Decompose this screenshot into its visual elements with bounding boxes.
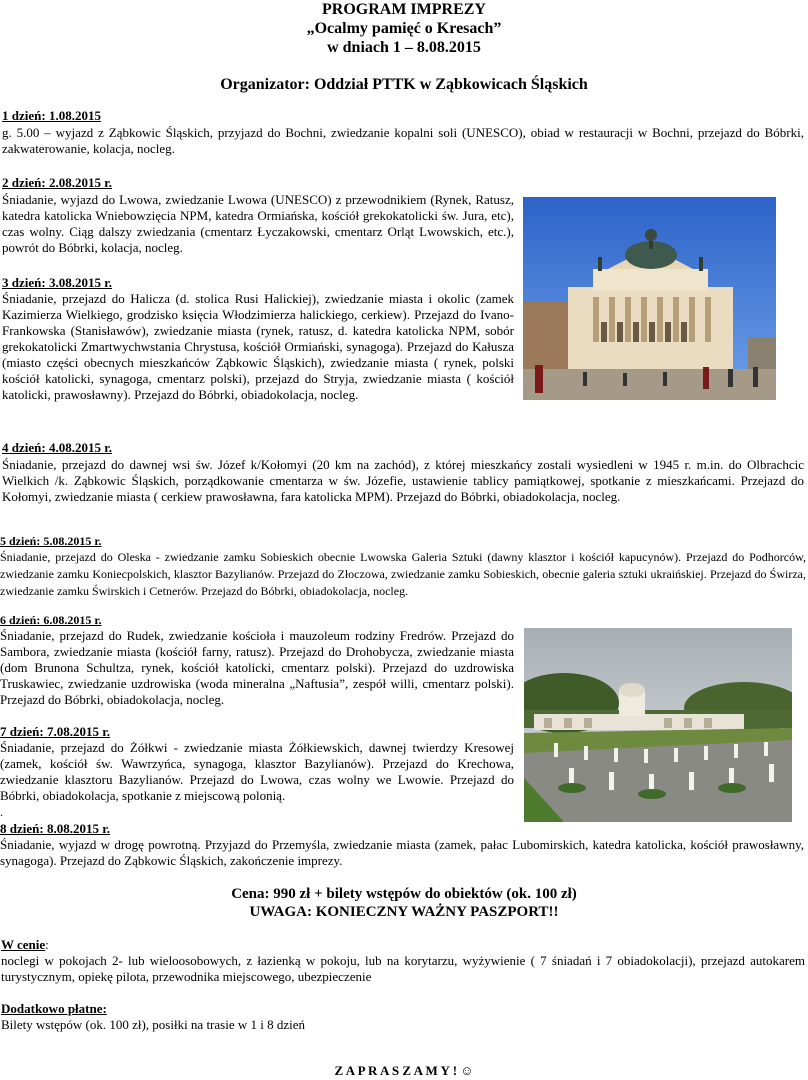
day-4-text: Śniadanie, przejazd do dawnej wsi św. Józef k/Kołomyi (20 km na zachód), z której mieszkańcy zostali wysiedleni w 1945 r. m.in. do Olbrachcic Wielkich /k. Ząbkowic Śląskich, porządkowanie cmentarza w św. Józefie, ustawienie tablicy pamiątkowej, spotkanie z mieszkańcami. Przejazd do Kołomyi, zwiedzanie miasta ( cerkiew prawosławna, fara katolicka MPM). Przejazd do Bóbrki, obiadokolacja, nocleg.: [2, 457, 804, 504]
day-6-text: Śniadanie, przejazd do Rudek, zwiedzanie kościoła i mauzoleum rodziny Fredrów. Przejazd do Sambora, zwiedzanie miasta (kościół farny, ratusz). Przejazd do Drohobycza, zwiedzanie miasta (dom Brunona Schultza, rynek, kościół katolicki, cmentarz polski). Przejazd do uzdrowiska Truskawiec, zwiedzanie uzdrowiska (woda mineralna „Naftusia”, zespół willi, cmentarz polski). Przejazd do Bóbrki, obiadokolacja, nocleg.: [0, 628, 514, 707]
day-8-heading: 8 dzień: 8.08.2015 r.: [0, 821, 111, 836]
invitation-footer: Z A P R A S Z A M Y ! ☺: [334, 1063, 474, 1078]
lviv-opera-photo: [523, 197, 776, 400]
day-8-text: Śniadanie, wyjazd w drogę powrotną. Przyjazd do Przemyśla, zwiedzanie miasta (zamek, pałac Lubomirskich, katedra katolicka, kościół prawosławny, synagoga). Przejazd do Ząbkowic Śląskich, zakończenie imprezy.: [0, 837, 804, 868]
day-2-heading: 2 dzień: 2.08.2015 r.: [2, 175, 113, 190]
stray-dot: .: [0, 805, 3, 819]
program-title: PROGRAM IMPREZY: [322, 1, 486, 18]
day-2-text: Śniadanie, wyjazd do Lwowa, zwiedzanie Lwowa (UNESCO) z przewodnikiem (Rynek, Ratusz, katedra katolicka Wniebowzięcia NPM, katedra Ormiańska, kościół grekokatolicki św. Jura, etc), czas wolny. Ciąg dalszy zwiedzania (cmentarz Łyczakowski, cmentarz Orląt Lwowskich, etc.), powrót do Bóbrki, kolacja, nocleg.: [2, 192, 514, 255]
passport-warning: UWAGA: KONIECZNY WAŻNY PASZPORT!!: [249, 904, 559, 920]
program-dates: w dniach 1 – 8.08.2015: [327, 39, 481, 56]
day-6-heading: 6 dzień: 6.08.2015 r.: [0, 613, 102, 627]
day-1-text: g. 5.00 – wyjazd z Ząbkowic Śląskich, przyjazd do Bochni, zwiedzanie kopalni soli (UNESCO), obiad w restauracji w Bochni, przejazd do Bóbrki, zakwaterowanie, kolacja, nocleg.: [2, 125, 804, 156]
price-line: Cena: 990 zł + bilety wstępów do obiektów (ok. 100 zł): [231, 886, 577, 902]
extra-heading: Dodatkowo płatne:: [1, 1001, 107, 1016]
included-heading: W cenie: [1, 937, 46, 952]
extra-text: Bilety wstępów (ok. 100 zł), posiłki na trasie w 1 i 8 dzień: [1, 1017, 306, 1032]
eaglets-cemetery-photo: [524, 628, 792, 822]
organizer: Organizator: Oddział PTTK w Ząbkowicach Śląskich: [220, 76, 588, 93]
included-text: noclegi w pokojach 2- lub wieloosobowych, z łazienką w pokoju, lub na korytarzu, wyżywienie ( 7 śniadań i 7 obiadokolacji), przejazd autokarem turystycznym, opiekę pilota, przewodnika miejscowego, ubezpieczenie: [1, 953, 805, 984]
day-4-heading: 4 dzień: 4.08.2015 r.: [2, 440, 113, 455]
day-1-heading: 1 dzień: 1.08.2015: [2, 108, 101, 123]
day-3-heading: 3 dzień: 3.08.2015 r.: [2, 275, 113, 290]
included-colon: :: [45, 937, 49, 952]
day-7-text: Śniadanie, przejazd do Żółkwi - zwiedzanie miasta Żółkiewskich, dawnej twierdzy Kresowej (zamek, kościół św. Wawrzyńca, synagoga, klasztor Bazylianów). Przejazd do Krechowa, zwiedzanie klasztoru Bazylianów. Przejazd do Lwowa, czas wolny we Lwowie. Przejazd do Bóbrki, obiadokolacja, spotkanie z miejscową polonią.: [0, 740, 514, 803]
included-heading-wrap: [1, 937, 49, 953]
day-5-text: Śniadanie, przejazd do Oleska - zwiedzanie zamku Sobieskich obecnie Lwowska Galeria Sztuki (dawny klasztor i kościół kapucynów). Przejazd do Podhorców, zwiedzanie zamku Koniecpolskich, klasztor Bazylianów. Przejazd do Złoczowa, zwiedzanie zamku Sobieskich, obecnie galeria sztuki ukraińskiej. Przejazd do Świrza, zwiedzanie zamku Świrskich i Cetnerów. Przejazd do Bóbrki, obiadokolacja, nocleg.: [0, 550, 806, 598]
day-5-heading: 5 dzień: 5.08.2015 r.: [0, 534, 102, 548]
program-subtitle: „Ocalmy pamięć o Kresach”: [306, 20, 502, 37]
day-3-text: Śniadanie, przejazd do Halicza (d. stolica Rusi Halickiej), zwiedzanie miasta i okolic (zamek Kazimierza Wielkiego, grodzisko księcia Włodzimierza halickiego, cerkiew). Przejazd do Ivano- Frankowska (Stanisławów), zwiedzanie miasta (rynek, ratusz, d. katedra katolicka NPM, sobór grekokatolicki Zmartwychwstania Chrystusa, kościół Ormiański, synagoga). Przejazd do Kałusza (miasto części obecnych mieszkańców Ząbkowic Śląskich), zwiedzanie miasta ( rynek, polski kościół katolicki, synagoga, cmentarz polski), przejazd do Stryja, zwiedzanie miasta ( kościół katolicki, prawosławny). Przejazd do Bóbrki, obiadokolacja, nocleg.: [2, 291, 514, 402]
day-7-heading: 7 dzień: 7.08.2015 r.: [0, 724, 111, 739]
